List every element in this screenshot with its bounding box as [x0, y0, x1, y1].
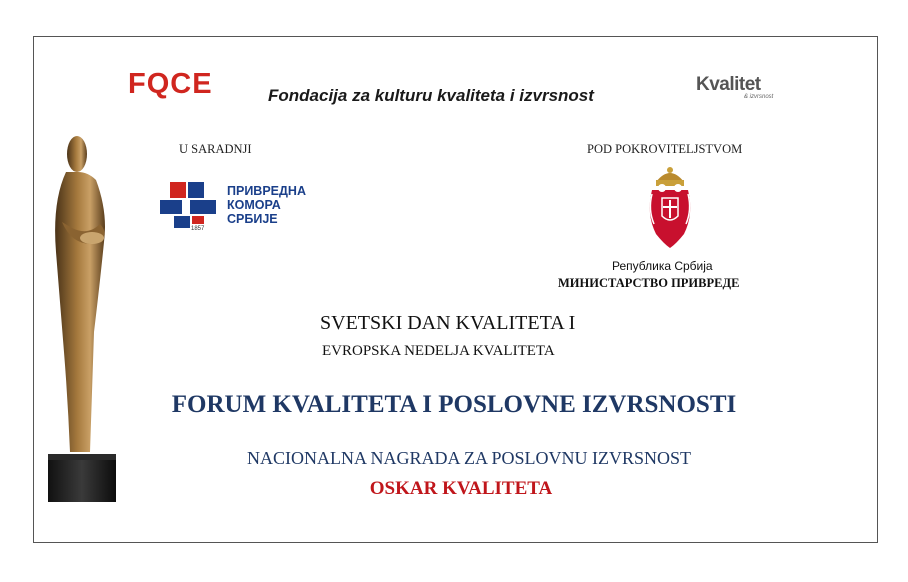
chamber-line-1: ПРИВРЕДНА: [227, 184, 306, 198]
cooperation-label: U SARADNJI: [179, 142, 252, 156]
republic-of-serbia-label: Република Србија: [612, 259, 713, 273]
oskar-kvaliteta: OSKAR KVALITETA: [369, 478, 553, 499]
chamber-line-3: СРБИЈЕ: [227, 212, 278, 226]
world-quality-day: SVETSKI DAN KVALITETA I: [320, 312, 576, 334]
chamber-line-2: КОМОРА: [227, 198, 281, 212]
foundation-name: Fondacija za kulturu kvaliteta i izvrsnost: [268, 86, 594, 105]
forum-title: FORUM KVALITETA I POSLOVNE IZVRSNOSTI: [171, 391, 737, 418]
patronage-label: POD POKROVITELJSTVOM: [587, 142, 743, 156]
european-quality-week: EVROPSKA NEDELJA KVALITETA: [322, 343, 555, 359]
serbian-coat-of-arms-icon: [646, 164, 694, 250]
national-award: NACIONALNA NAGRADA ZA POSLOVNU IZVRSNOST: [246, 448, 692, 468]
fqce-logo: FQCE: [128, 68, 213, 100]
ministry-label: МИНИСТАРСТВО ПРИВРЕДЕ: [558, 276, 740, 290]
chamber-year: 1857: [191, 226, 205, 232]
kvalitet-logo: Kvalitet: [696, 74, 761, 95]
chamber-name: [227, 184, 306, 226]
kvalitet-logo-sub: & izvrsnost: [744, 94, 774, 100]
